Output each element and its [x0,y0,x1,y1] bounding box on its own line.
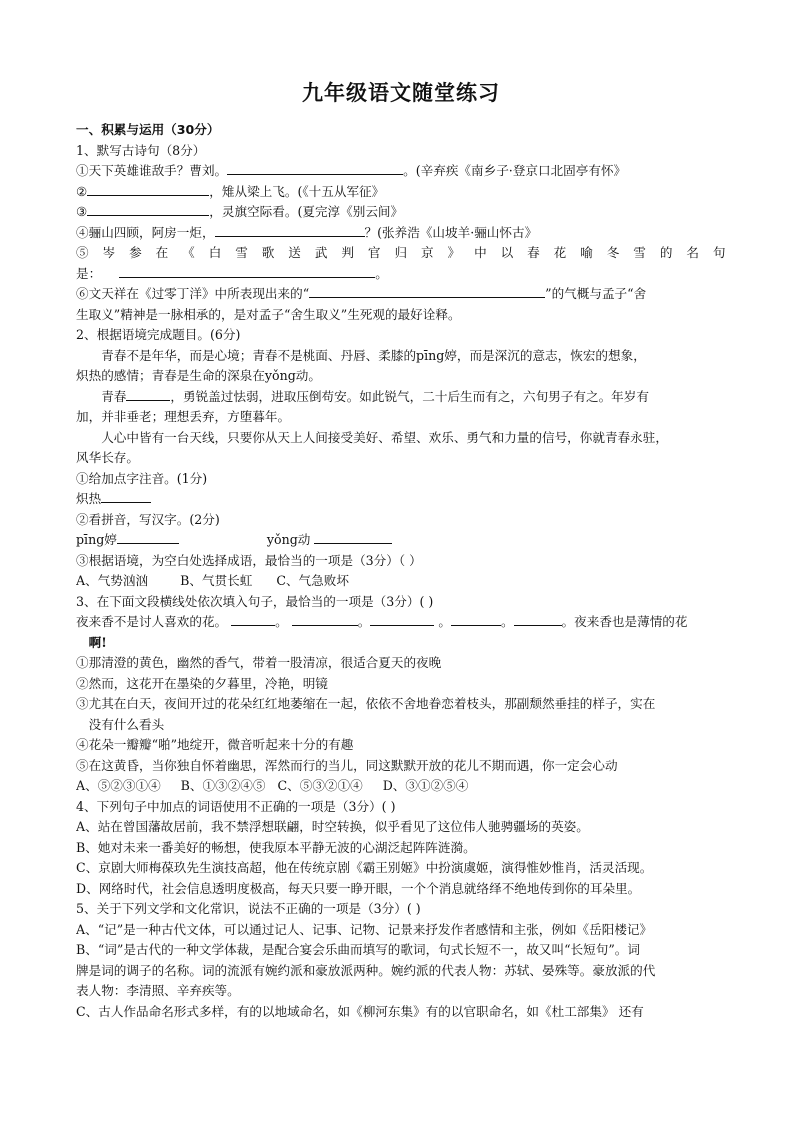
q1-l3-text: ，灵旗空际看。(夏完淳《别云间》 [209,204,404,219]
q2-sub-1: ①给加点字注音。(1分) [76,470,208,486]
answer-blank[interactable] [292,612,358,626]
question-2-heading: 2、根据语境完成题目。(6分) [76,327,241,342]
q5-option-b-2: 牌是词的调子的名称。词的流派有婉约派和豪放派两种。婉约派的代表人物：苏轼、晏殊等。豪放派的代 [76,962,656,978]
q2-p2-lead: 青春 [101,388,127,404]
q4-option-a: A、站在曾国藩故居前，我不禁浮想联翩，时空转换，似乎看见了这位伟人驰骋疆场的英姿。 [76,819,589,834]
q3-passage: 夜来香不是讨人喜欢的花。 。 。 。 。 。夜来香也是薄情的花 [76,614,688,629]
q1-l3-num: ③ [76,204,88,219]
q1-line-2 [76,182,726,203]
q5-option-b-3: 表人物：李清照、辛弃疾等。 [76,983,240,998]
q3-option-1: ①那清澄的黄色，幽然的香气，带着一股清凉，很适合夏天的夜晚 [76,655,442,670]
question-4-heading: 4、下列句子中加点的词语使用不正确的一项是（3分）( ) [76,798,396,814]
answer-blank[interactable] [126,387,170,401]
q5-option-b-1: B、“词”是古代的一种文学体裁，是配合宴会乐曲而填写的歌词，句式长短不一，故又叫“长短句”。词 [76,942,640,957]
q3-passage-end: 啊! [88,634,107,650]
answer-blank[interactable] [215,223,365,237]
q2-p2-text: ，勇锐盖过怯弱，进取压倒苟安。如此锐气，二十后生而有之，六旬男子有之。年岁有 [170,388,649,404]
q2-sub-1-answer [76,489,726,510]
q3-lead: 夜来香不是讨人喜欢的花。 [76,614,228,629]
q1-l6-text-2: ”的气概与孟子“舍 [545,286,647,301]
q3-option-4: ④花朵一瓣瓣“啪”地绽开，微音听起来十分的有趣 [76,737,354,752]
worksheet-page [76,78,726,1022]
q4-option-b: B、她对未来一番美好的畅想，使我原本平静无波的心湖泛起阵阵涟漪。 [76,839,476,855]
answer-blank[interactable] [119,264,375,278]
q4-option-d: D、网络时代，社会信息透明度极高，每天只要一睁开眼，一个个消息就络绎不绝地传到你的耳朵里。 [76,880,641,896]
q1-l4-source: ？(张养浩《山坡羊·骊山怀古》 [364,224,538,240]
q2-passage-p3b: 风华长存。 [76,450,139,465]
answer-blank[interactable] [370,612,434,626]
q3-option-3a: ③尤其在白天，夜间开过的花朵红红地萎缩在一起，依依不舍地眷恋着枝头，那副颓然垂挂的样子，实在 [76,696,656,711]
q1-l5-lead: 是： [76,265,102,281]
q2-passage-p1a: 青春不是年华，而是心境；青春不是桃面、丹唇、柔膝的pīng婷，而是深沉的意志，恢宏的想象， [101,347,646,363]
q1-line-5-cont [76,264,726,285]
q2-passage-p2a [76,387,726,408]
q2-sub2-word-2: yǒng动 [266,532,311,547]
q2-sub2-word-1: pīng婷 [76,532,117,547]
q5-option-c-1: C、古人作品命名形式多样，有的以地域命名，如《柳河东集》有的以官职命名，如《杜工部集》 还有 [76,1003,644,1019]
q3-option-2: ②然而，这花开在墨染的夕暮里，冷艳，明镜 [76,675,328,691]
section-heading: 一、积累与运用（30分） [76,122,220,137]
q1-l4-text: ④骊山四顾，阿房一炬， [76,224,215,240]
q2-passage-p2b: 加，并非垂老；理想丢弃，方堕暮年。 [76,409,291,424]
page-title: 九年级语文随堂练习 [302,81,500,105]
answer-blank[interactable] [309,284,545,298]
q2-sub-3: ③根据语境，为空白处选择成语，最恰当的一项是（3分）（ ） [76,552,422,568]
q3-option-3b: 没有什么看头 [88,716,165,732]
q1-l5-end: 。 [375,265,388,281]
q1-l2-text: ，雉从梁上飞。(《十五从军征》 [209,183,385,199]
answer-blank[interactable] [87,202,209,216]
answer-blank[interactable] [227,161,403,175]
q4-option-c: C、京剧大师梅葆玖先生演技高超，他在传统京剧《霸王别姬》中扮演虞姬，演得惟妙惟肖，活灵活现。 [76,860,653,875]
answer-blank[interactable] [314,530,392,544]
q1-line-4 [76,223,726,244]
answer-blank[interactable] [101,489,151,503]
answer-blank[interactable] [117,530,179,544]
q3-option-5: ⑤在这黄昏，当你独自怀着幽思，浑然而行的当儿，同这默默开放的花儿不期而遇，你一定会心动 [76,757,618,773]
q1-line-3 [76,202,726,223]
q2-passage-p3a: 人心中皆有一台天线，只要你从天上人间接受美好、希望、欢乐、勇气和力量的信号，你就青春永驻， [101,429,668,445]
q2-passage-p1b: 炽热的感情；青春是生命的深泉在yǒng动。 [76,368,321,383]
answer-blank[interactable] [451,612,501,626]
q1-line-1 [76,161,726,182]
answer-blank[interactable] [231,612,275,626]
q1-line-5: ⑤岑参在《白雪歌送武判官归京》中以春花喻冬雪的名句 [76,245,726,260]
q2-sub-2-answer [76,530,726,551]
q2-sub-2: ②看拼音，写汉字。(2分) [76,511,220,527]
question-3-heading: 3、在下面文段横线处依次填入句子，最恰当的一项是（3分）( ) [76,593,434,609]
q2-sub1-word: 炽热 [76,491,102,506]
q1-l6-text: ⑥文天祥在《过零丁洋》中所表现出来的“ [76,286,310,301]
q1-l1-text: ①天下英雄谁敌手？曹刘。 [76,163,228,178]
question-5-heading: 5、关于下列文学和文化常识，说法不正确的一项是（3分）( ) [76,901,421,916]
q3-tail: 。夜来香也是薄情的花 [561,614,688,629]
q3-choices: A、⑤②③①④ B、①③②④⑤ C、⑤③②①④ D、③①②⑤④ [76,778,469,793]
answer-blank[interactable] [514,612,562,626]
q2-sub-3-options: A、气势汹汹 B、气贯长虹 C、气急败坏 [76,573,349,588]
q1-l1-source: 。(辛弃疾《南乡子·登京口北固亭有怀》 [403,163,627,178]
question-1-heading: 1、默写古诗句（8分） [76,142,206,158]
q1-line-6 [76,284,726,305]
q5-option-a: A、“记”是一种古代文体，可以通过记人、记事、记物、记景来抒发作者感情和主张，例如《岳阳楼记》 [76,921,653,937]
answer-blank[interactable] [87,182,209,196]
q1-line-6-cont: 生取义”精神是一脉相承的，是对孟子“舍生取义”生死观的最好诠释。 [76,306,461,322]
q1-l2-num: ② [76,183,88,199]
